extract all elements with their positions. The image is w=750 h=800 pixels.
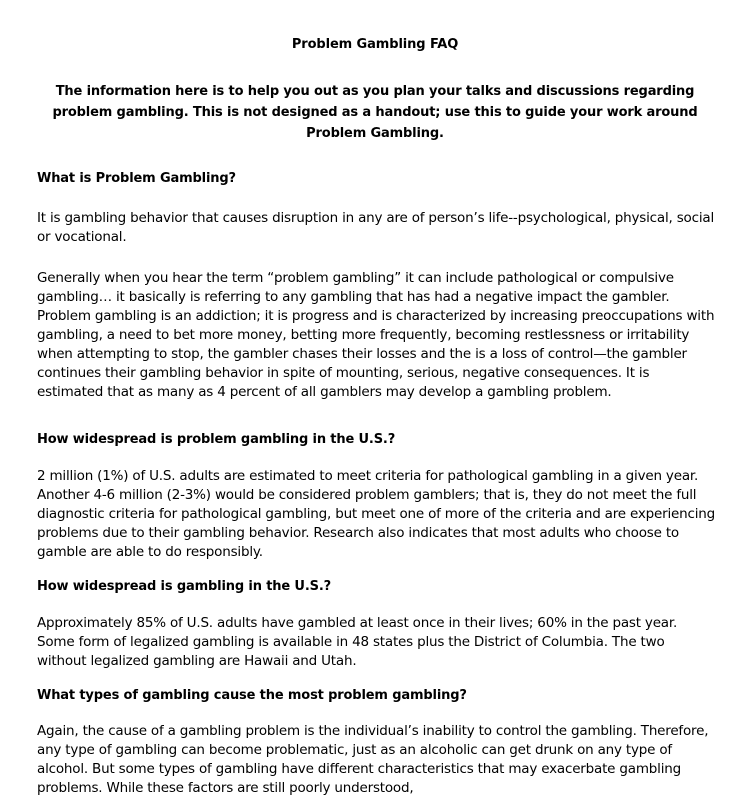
paragraph-prevalence-statistics: 2 million (1%) of U.S. adults are estimated to meet criteria for pathological gambling in a given year. Another 4-6 million (2-3%) would be considered problem gamblers; that is, they do not meet the full diagnostic criteria for pathological gambling, but meet one of more of the criteria and are experiencing problems due to their gambling behavior. Research also indicates that most adults who choose to gamble are able to do responsibly. [37,468,715,560]
paragraph-gambling-types: Again, the cause of a gambling problem is the individual’s inability to control the gambling. Therefore, any type of gambling can become problematic, just as an alcoholic can get drunk on any type of alcohol. But some types of gambling have different characteristics that may exacerbate gambling problems. While these factors are still poorly understood, [37,723,709,796]
section-heading-gambling-prevalence: How widespread is gambling in the U.S.? [37,579,331,594]
section-heading-problem-gambling-prevalence: How widespread is problem gambling in the U.S.? [37,432,396,447]
section-heading-what-is-problem-gambling: What is Problem Gambling? [37,171,236,186]
paragraph-gambling-statistics: Approximately 85% of U.S. adults have gambled at least once in their lives; 60% in the past year. Some form of legalized gambling is available in 48 states plus the District of Columbia. The two without legalized gambling are Hawaii and Utah. [37,615,678,669]
document-title: Problem Gambling FAQ [291,37,459,52]
paragraph-definition: It is gambling behavior that causes disruption in any are of person’s life--psychological, physical, social or vocational. [37,210,715,245]
document-intro: The information here is to help you out as you plan your talks and discussions regarding problem gambling. This is not designed as a handout; use this to guide your work around Problem Gambling. [52,84,698,141]
paragraph-general-description: Generally when you hear the term “problem gambling” it can include pathological or compulsive gambling… it basically is referring to any gambling that has had a negative impact the gambler. Problem gambling is an addiction; it is progress and is characterized by increasing preoccupations with gambling, a need to bet more money, betting more frequently, becoming restlessness or irritability when attempting to stop, the gambler chases their losses and the is a loss of control—the gambler continues their gambling behavior in spite of mounting, serious, negative consequences. It is estimated that as many as 4 percent of all gamblers may develop a gambling problem. [37,270,715,400]
section-heading-gambling-types: What types of gambling cause the most problem gambling? [37,688,467,703]
